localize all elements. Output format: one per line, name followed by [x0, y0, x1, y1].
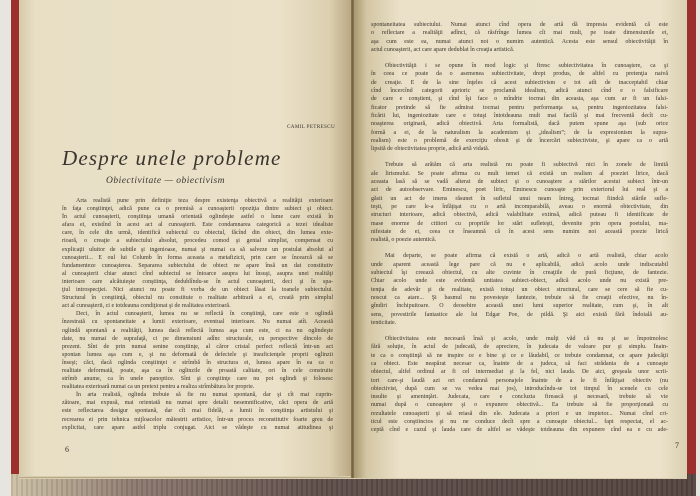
text-line: înzestrată cu spontaneitate a lumii exterioare, eventual interioare. Nu numai atît. Această	[62, 319, 333, 326]
text-line: subiectul îşi creează obiectul, cu alte cuvinte în creaţiile de pură ficţiune, de fantezie.	[371, 270, 668, 277]
text-line: formă a ei, de la naturalism la academism şi „idealism”; de la expresionism la supra-	[371, 129, 668, 136]
text-line: tenţia de adevăr şi de realitate, există totuşi un obiect structural, care se cere să fie cu-	[371, 286, 668, 293]
text-line: înseşi; căci, dacă oglinda conştiinţei e strîmbă în structura ei, lumea apare în ea ca o	[62, 359, 333, 366]
text-line: de care e conştient, şi cînd îşi face o mîndrie tocmai din aceasta, aşa cum ar fi un falsi-	[371, 96, 668, 103]
text-line: cînd încercînd categorii aprioric se proclamă idealism, adică atunci cînd e o falsificare	[371, 88, 668, 95]
text-line: Obiectivitatea este necesară însă şi acolo, unde mulţi văd că nu şi se împotmolesc	[385, 336, 668, 343]
text-line: date, nu numai de suprafaţă, ci pe dimensiuni adînc structurale, cu perspective dincolo de	[62, 335, 333, 342]
text-line: gîndiri închipuitoare. O deosebire această unei lumi superior realitate, cum şi, în alt	[371, 303, 668, 310]
text-line: fără soluţie, în actul de judecată, de apreciere, în judecata de valoare pur şi simplu. Înain-	[371, 344, 668, 351]
text-line: obiectivist, după cum se va vedea mai jos), introducîndu-se tot timpul în scenele cu cele	[371, 385, 668, 392]
text-line: În actul cunoaşterii, conştiinţa umană orientată oglindeşte astfel o lume care există în	[62, 214, 333, 221]
paragraph	[371, 252, 668, 327]
text-line: zătoare, mai expusă, mai orientată nu numai spre detalii nesemnificative, căci opera de artă	[62, 400, 333, 407]
text-line: te ca o conştiinţă să ne inspire ce e bine şi ce e lăudabil, ce trebuie condamnat, ce apare judecăţii	[371, 352, 668, 359]
text-line: Trebuie să arătăm că arta realistă nu poate fi subiectivă nici în zonele de limită	[385, 162, 668, 169]
chapter-title: Despre unele probleme	[62, 146, 282, 170]
text-line: mase enorme de cititori cu propriile lor stări sufleteşti, devenite prin opera poetului, ma-	[371, 220, 668, 227]
text-line: spontan lumea aşa cum e, şi nu deformată de defectele şi insuficienţele proprii oglinzii	[62, 351, 333, 358]
text-line: Mai departe, se poate afirma că există o artă, adică o artă realistă, chiar acolo	[385, 253, 668, 260]
text-line: Obiectivităţii i se opune în mod logic şi firesc subiectivitatea în cunoaştere, ca şi	[385, 63, 668, 70]
text-line: de creaţie. E de la sine înţeles că acest subiectivism e tot atît de inacceptabil chiar	[371, 79, 668, 86]
paragraph	[62, 310, 333, 391]
text-line: ale lirismului. Se poate afirma cu mult temei că există un realism al poeziei lirice, dacă	[371, 170, 668, 177]
text-line: prezent. Sînt de prin numai senine conştiinţe, al căror cristal perfect reflectă într-un act	[62, 343, 333, 350]
text-line: Structural în conştiinţă, obiectul nu constituie o realitate arbitrară a ei, creată prin simplul	[62, 295, 333, 302]
text-line: noscut ca atare... Şi basmul nu povesteşte fantezie, trebuie să fie creaţii efective, nu în-	[371, 294, 668, 301]
text-line: explicaţii uluitor de subtile şi ingenioase, numai şi numai ca să salveze un postulat absolut al	[62, 246, 333, 253]
left-page	[19, 0, 353, 476]
text-line: Chiar acolo unde este evidentă unitatea subiect-obiect, adică acolo unde nu există pre-	[371, 278, 668, 285]
text-line: cunoaşterii... E oul lui Columb în forma aceasta a metafizicii, prin care se încearcă să se	[62, 254, 333, 261]
text-line: ceptă cînd e cazul şi lauda care de altfel se vădeşte totdeauna din expunere cînd ea e cu ade-	[371, 427, 668, 434]
text-line: interioare care alcătuieşte conştiinţa, dedublîndu-se în actul cunoaşterii, deci şi în spa-	[62, 278, 333, 285]
text-line: ticul este conştiincios şi nu ne conduce decît spre a cunoaşte obiectul... fapt respectat, el ac-	[371, 419, 668, 426]
text-line: în faţa conştiinţei, adică pune ca o premisă a cunoaşterii opoziţia dintre subiect şi obiect.	[62, 206, 333, 213]
text-line: numai după o cunoaştere şi o expunere obiectivă... Ea trebuie să fie proporţionată cu	[371, 402, 668, 409]
text-line: actul cunoaşterii, act care apare dedublat în creaţia artistică.	[371, 46, 515, 53]
text-line: realistă, o poezie autentică.	[371, 237, 437, 244]
text-line: Deci, în actul cunoaşterii, lumea nu se reflectă în conştiinţă, care este o oglindă	[76, 311, 333, 318]
text-line: act al cunoaşterii, ci e totdeauna condiţionat şi de realitatea exterioară.	[62, 303, 231, 310]
text-line: noaşterea originară, adică obiectivă. Arta formalistă, dacă putem spune aşa (sub orice	[371, 121, 668, 128]
text-line: afara ei, existînd în acest act al cunoaşterii. Este condamnarea categorică a tezei idealiste	[62, 222, 333, 229]
text-line: spontaneitatea subiectului. Numai atunci cînd opera de artă dă impresia evidentă că este	[371, 22, 668, 28]
text-line: tenticitate.	[371, 319, 397, 326]
text-line: realitate deformată, poate, aşa ca în oglinzile de proastă calitate, ori în cele construite	[62, 367, 333, 374]
paragraph	[371, 161, 668, 244]
text-line: realism) este o problemă de exerciţiu obosit şi de încercări subiectiviste, şi apare ca o artă	[371, 137, 668, 144]
text-line: insulte şi ameninţări. Judecata, care e concluzia firească şi necesară, trebuie să vie	[371, 394, 668, 401]
text-line: sens, povestirile fantastice ale lui Edgar Poe, de pildă. Şi aici există fără îndoială au-	[371, 311, 668, 318]
right-page	[353, 0, 687, 478]
text-line: o reflectare a realităţii adînci, că răsfrînge lumea cît mai mult, pe toate dimensiunile ei,	[371, 30, 668, 37]
text-line: care, în cele din urmă, identifică subiectul cu obiectul, făcînd din obiect, din lumea exte-	[62, 230, 333, 237]
running-head: CAMIL PETRESCU	[287, 124, 335, 130]
spine-gutter	[351, 0, 354, 478]
text-line: unde aparent această lege pare că nu e aplicabilă, adică acolo unde indiscutabil	[371, 261, 668, 268]
text-line: ficării lui, ingeniozitate care e totuşi întotdeauna mult mai facilă şi mai frecventă decît cu-	[371, 112, 668, 119]
paragraph	[62, 391, 333, 431]
text-line: ficator pretinde să fie admirat tocmai pentru performanţa sa, pentru ingeniozitatea falsi-	[371, 104, 668, 111]
text-line: în ceea ce poate da o asemenea subiectivitate, drept produs, de altfel cu pretenţia naivă	[371, 71, 668, 78]
text-line: ţiul introspecţiei. Nici atunci nu poate fi vorba de un obiect lăsat la toanele subiectului.	[62, 287, 333, 294]
text-line: este reflectarea desigur spontană, dar cît mai fidelă, a lumii în conştiinţa artistului şi	[62, 408, 333, 415]
paragraph	[62, 197, 333, 310]
text-line: explicitat, care apare astfel triplu conjugat. Aici se vădeşte cu numai atitudinea şi	[62, 424, 333, 431]
text-line: rezultatele cunoaşterii şi să reiasă din ele. Judecata a priori e un impietor... Numai cînd cri-	[371, 410, 668, 417]
text-line: Arta realistă pune prin definiţie teza despre existenţa obiectivă a realităţii exterioare	[76, 198, 333, 204]
paragraph	[371, 21, 668, 54]
text-line: rioară, o creaţie a subiectului absolut, procedeu comod şi genial simplist, compensat cu	[62, 238, 333, 245]
text-line: al cunoaşterii chiar atunci cînd subiectul se întoarce asupra lui însuşi, asupra unei realităţi	[62, 270, 333, 277]
page-number: 7	[675, 441, 679, 450]
page-number: 6	[65, 445, 69, 454]
text-line: strîmb anume, ca în unele panoptice. Sînt şi conştiinţe care nu pot oglindi şi folosesc	[62, 376, 333, 383]
text-line: structuri interioare, adică obiectivă, adică valabilitate extinsă, adică puteau fi identificate de	[371, 212, 668, 219]
text-line: aceasta lasă să se vadă alterat de subiect şi o cunoaştere a stărilor acestui subiect într-un	[371, 179, 668, 186]
text-line: lipsită de obiectivitatea proprie, adică artă vidată.	[371, 146, 490, 153]
paragraph	[371, 62, 668, 153]
body-text	[62, 197, 333, 432]
text-line: realitatea exterioară numai ca un pretext pentru a realiza strîmbătura lor proprie.	[62, 384, 255, 391]
body-text	[371, 21, 668, 435]
text-line: teşti, pe care le-a înfăţişat cu o artă incomparabilă, aveau o enormă obiectivitate, din	[371, 203, 668, 210]
text-line: fundamenteze cunoaşterea. Separarea subiectului de obiect ne apare însă un dat constitutiv	[62, 262, 333, 269]
text-line: oglindă spontană a realităţii, lumea dacă reflectă lumea aşa cum este, ci ea nu oglindeşte	[62, 327, 333, 334]
text-line: aşa cum este ea, numai atunci noi o numim autentică. Acesta este sensul obiectivităţii în	[371, 38, 668, 45]
text-line: găsit un act de imens răsunet în sufletul unui neam întreg, tocmai fiindcă stările sufle-	[371, 195, 668, 202]
text-line: În arta realistă, oglinda trebuie să fie nu numai spontană, dar şi cît mai cuprin-	[76, 392, 333, 399]
text-line: obiectul, altfel ordinul ar fi cel intermediat şi la fel, nici lauda. De aici, greşeala unor scrii-	[371, 369, 668, 376]
text-line: nifestate de ei, ceea ce înseamnă că în acest sens numim noi această poezie lirică	[371, 228, 668, 235]
text-line: tori care-şi laudă azi ori condamnă personajele înainte de a le fi înfăţişat obiectiv (nu	[371, 377, 668, 384]
chapter-subtitle: Obiectivitate — obiectivism	[106, 176, 226, 186]
text-line: recrearea ei prin tehnica mijloacelor măiestrit artistice, într-un proces reconstitutiv foarte greu de	[62, 416, 333, 423]
text-line: ca obiect. Este neapărat necesar ca, înainte de a judeca, să faci strădania de a cunoaşte	[371, 360, 668, 367]
paragraph	[371, 335, 668, 435]
text-line: act de autoobservare. Eminescu, poet liric, Eminescu cunoaşte prin exteriorul lui real şi a	[371, 187, 668, 194]
